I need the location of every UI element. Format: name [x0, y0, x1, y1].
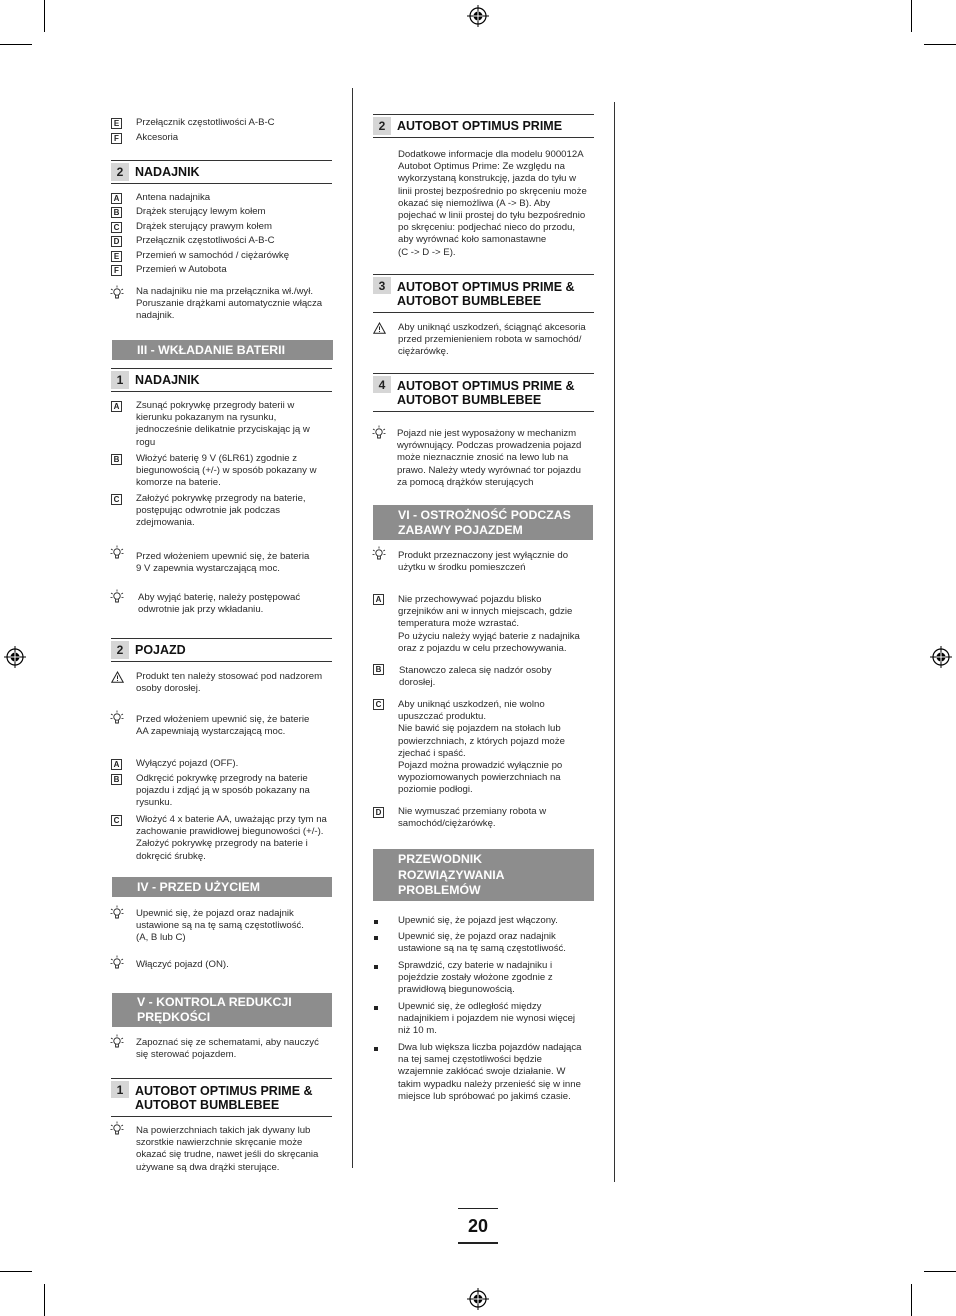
bullet-icon: [374, 936, 378, 940]
bullet-icon: [374, 1047, 378, 1051]
section-header: [111, 368, 332, 392]
section-title: NADAJNIK: [135, 165, 200, 179]
letter-label: B: [111, 774, 122, 785]
section-header: [373, 373, 594, 412]
registration-mark-icon: [467, 5, 489, 27]
paragraph-line: linii prostej bezpośrednio po skręceniu może: [398, 185, 587, 197]
tip-line: może nieznacznie znosić na lewo lub na: [397, 452, 569, 464]
letter-label: B: [373, 664, 384, 675]
lightbulb-tip-icon: [372, 425, 386, 441]
crop-mark: [0, 44, 32, 45]
item-line: postępując odwrotnie jak podczas: [136, 505, 280, 517]
item-line: powierzchniach, z których pojazd może: [398, 735, 565, 747]
tip-line: Aby wyjąć baterię, należy postępować: [138, 592, 301, 603]
section-title: AUTOBOT OPTIMUS PRIME &: [397, 379, 575, 393]
item-line: niż 10 m.: [398, 1025, 437, 1037]
item-line: Aby uniknąć uszkodzeń, nie wolno: [398, 699, 545, 710]
warning-line: osoby dorosłej.: [136, 683, 201, 695]
tip-line: Na powierzchniach takich jak dywany lub: [136, 1125, 311, 1136]
list-item: [136, 758, 238, 770]
chapter-title: IV - PRZED UŻYCIEM: [137, 880, 260, 894]
crop-mark: [911, 0, 912, 32]
tip-line: (A, B lub C): [136, 932, 186, 944]
registration-mark-icon: [4, 646, 26, 668]
item-line: Włożyć 4 x baterie AA, uważając przy tym na: [136, 814, 327, 825]
letter-label: C: [111, 222, 122, 233]
tip-line: Włączyć pojazd (ON).: [136, 959, 229, 970]
item-line: grzejników ani w innych miejscach, gdzie: [398, 606, 573, 618]
letter-label: F: [111, 133, 122, 144]
letter-label: A: [111, 759, 122, 770]
section-number: 2: [373, 117, 391, 135]
warning-text: [398, 322, 586, 359]
list-item: [136, 400, 310, 449]
chapter-title: VI - OSTROŻNOŚĆ PODCZAS: [398, 508, 571, 522]
page-number-top-rule: [458, 1208, 498, 1209]
letter-label: C: [111, 815, 122, 826]
section-number: 2: [111, 163, 129, 181]
section-title: AUTOBOT OPTIMUS PRIME &: [135, 1084, 313, 1098]
chapter-title: III - WKŁADANIE BATERII: [137, 343, 286, 357]
item-line: Nie wymuszać przemiany robota w: [398, 806, 547, 817]
section-number: 2: [111, 641, 129, 659]
tip-line: AA zapewniają wystarczającą moc.: [136, 726, 286, 738]
chapter-title: PRZEWODNIK: [398, 852, 483, 866]
item-line: jednocześnie delikatnie przyciskając ją w: [136, 424, 310, 436]
lightbulb-tip-icon: [110, 710, 124, 726]
registration-mark-icon: [930, 646, 952, 668]
item-line: poziomie podłogi.: [398, 784, 473, 796]
section-title: POJAZD: [135, 643, 186, 657]
paragraph-line: aby wyrównać koło samonastawne: [398, 234, 547, 246]
tip-text: [136, 908, 304, 945]
tip-line: użytku w środku pomieszczeń: [398, 562, 526, 574]
item-line: Upewnić się, że odległość między: [398, 1001, 542, 1012]
list-item: Drążek sterujący prawym kołem: [136, 221, 272, 232]
item-line: upuszczać produktu.: [398, 711, 486, 723]
list-item: [398, 1042, 581, 1103]
item-line: wzajemnie zakłócać swoje działanie. W: [398, 1066, 566, 1078]
tip-text: [398, 550, 568, 574]
tip-text: [136, 286, 322, 323]
item-line: biegunowością (+/-) w sposób pokazany w: [136, 465, 317, 477]
item-line: dokręcić śrubkę.: [136, 850, 206, 862]
warning-line: Aby uniknąć uszkodzeń, ściągnąć akcesoria: [398, 322, 586, 333]
item-line: Nie przechowywać pojazdu blisko: [398, 594, 542, 605]
item-line: samochód/ciężarówkę.: [398, 818, 496, 830]
letter-label: C: [373, 699, 384, 710]
tip-line: nadajnik.: [136, 310, 175, 322]
list-item: Akcesoria: [136, 132, 179, 143]
registration-mark-icon: [467, 1288, 489, 1310]
crop-mark: [924, 1271, 956, 1272]
letter-label: C: [111, 494, 122, 505]
item-line: Założyć pokrywkę przegrody na baterie i: [136, 838, 308, 850]
paragraph-line: pojechać w linii prostej do tyłu bezpośrednio: [398, 210, 586, 222]
section-header: [373, 114, 594, 138]
tip-line: Poruszanie drążkami automatycznie włącza: [136, 298, 323, 310]
tip-line: Na nadajniku nie ma przełącznika wł./wył.: [136, 286, 314, 297]
list-item: Przełącznik częstotliwości A-B-C: [136, 117, 275, 128]
item-line: Pojazd można prowadzić wyłącznie po: [398, 760, 563, 772]
tip-line: okazać się trudne, nawet jeśli do skręcania: [136, 1149, 319, 1161]
letter-label: B: [111, 207, 122, 218]
item-line: kierunku pokazanym na rysunku,: [136, 412, 277, 424]
item-line: Wyłączyć pojazd (OFF).: [136, 758, 239, 769]
tip-line: używane są dwa drążki sterujące.: [136, 1161, 280, 1173]
section-header: [111, 160, 332, 184]
letter-label: E: [111, 251, 122, 262]
item-line: wypoziomowanych powierzchniach na: [398, 772, 561, 784]
tip-text: [136, 551, 309, 575]
item-line: nadajnikiem i pojazdem nie wynosi więcej: [398, 1013, 576, 1025]
tip-text: [136, 1125, 318, 1174]
lightbulb-tip-icon: [110, 955, 124, 971]
section-header: [373, 274, 594, 313]
item-line: pojazdu i zdjąć ją w sposób pokazany na: [136, 785, 310, 797]
lightbulb-tip-icon: [110, 1121, 124, 1137]
paragraph-line: po skręceniu: podjechać nieco do przodu,: [398, 222, 576, 234]
list-item: [398, 960, 553, 997]
chapter-title: V - KONTROLA REDUKCJI: [137, 995, 292, 1009]
lightbulb-tip-icon: [110, 1034, 124, 1050]
chapter-title: PRĘDKOŚCI: [137, 1010, 211, 1024]
lightbulb-tip-icon: [110, 589, 124, 605]
list-item: [136, 773, 310, 810]
item-line: zjechać i spaść.: [398, 747, 466, 759]
item-line: Zsunąć pokrywkę przegrody baterii w: [136, 400, 295, 411]
warning-triangle-icon: [373, 322, 386, 334]
paragraph-line: (C -> D -> E).: [398, 246, 456, 258]
item-line: pojeździe zostały włożone zgodnie z: [398, 972, 553, 984]
page-number-bottom-rule: [458, 1242, 498, 1244]
item-line: rysunku.: [136, 797, 173, 809]
crop-mark: [44, 0, 45, 32]
list-item: [398, 1001, 575, 1038]
letter-label: F: [111, 265, 122, 276]
chapter-bar: [112, 877, 332, 897]
item-line: rogu: [136, 436, 156, 448]
bullet-icon: [374, 920, 378, 924]
item-line: dorosłej.: [399, 677, 436, 689]
list-item: [136, 493, 306, 530]
chapter-title: ZABAWY POJAZDEM: [398, 523, 523, 537]
section-number: 3: [373, 277, 391, 294]
item-line: zdejmowania.: [136, 517, 195, 529]
item-line: prawidłową biegunowością.: [398, 984, 515, 996]
bullet-icon: [374, 1006, 378, 1010]
item-line: Dwa lub większa liczba pojazdów nadająca: [398, 1042, 582, 1053]
item-line: Upewnić się, że pojazd oraz nadajnik: [398, 931, 556, 942]
tip-line: szorstkie nawierzchnie skręcanie może: [136, 1137, 303, 1149]
tip-line: Produkt przeznaczony jest wyłącznie do: [398, 550, 569, 561]
list-item: Przemień w samochód / ciężarówkę: [136, 250, 290, 261]
item-line: Założyć pokrywkę przegrody na baterie,: [136, 493, 306, 504]
letter-label: B: [111, 454, 122, 465]
item-line: Sprawdzić, czy baterie w nadajniku i: [398, 960, 553, 971]
item-line: Odkręcić pokrywkę przegrody na baterie: [136, 773, 308, 784]
item-line: zachowanie prawidłowej biegunowości (+/-).: [136, 826, 324, 838]
letter-label: D: [373, 807, 384, 818]
paragraph-line: okazać się niemożliwa (A -> B). Aby: [398, 197, 551, 209]
list-item: [399, 665, 552, 689]
tip-text: [136, 959, 229, 971]
section-number: 4: [373, 376, 391, 393]
section-title: AUTOBOT BUMBLEBEE: [135, 1098, 280, 1112]
tip-line: prawo. Należy wtedy wyrównać tor pojazdu: [397, 464, 581, 476]
item-line: Stanowczo zaleca się nadzór osoby: [399, 665, 552, 676]
warning-line: przed przemienieniem robota w samochód/: [398, 334, 582, 346]
section-number: 1: [111, 371, 129, 389]
warning-text: [136, 671, 322, 695]
section-title: AUTOBOT OPTIMUS PRIME: [397, 119, 563, 133]
warning-line: Produkt ten należy stosować pod nadzorem: [136, 671, 323, 682]
list-item: Przemień w Autobota: [136, 264, 227, 275]
item-line: Włożyć baterię 9 V (6LR61) zgodnie z: [136, 453, 298, 464]
letter-label: E: [111, 118, 122, 129]
section-title: AUTOBOT BUMBLEBEE: [397, 294, 542, 308]
item-line: miejsce lub spróbować po jakimś czasie.: [398, 1090, 571, 1102]
list-item: [136, 814, 327, 863]
chapter-bar: [373, 505, 593, 540]
list-item: [136, 453, 317, 490]
list-item: [398, 915, 558, 927]
letter-label: A: [111, 193, 122, 204]
tip-line: odwrotnie jak przy wkładaniu.: [138, 604, 264, 616]
tip-line: Zapoznać się ze schematami, aby nauczyć: [136, 1037, 319, 1048]
lightbulb-tip-icon: [110, 545, 124, 561]
lightbulb-tip-icon: [110, 285, 124, 301]
chapter-bar: [373, 849, 594, 901]
paragraph-line: Dodatkowe informacje dla modelu 900012A: [398, 149, 584, 160]
section-title: NADAJNIK: [135, 373, 200, 387]
list-item: [398, 594, 580, 655]
paragraph-line: Autobot Optimus Prime: Ze względu na: [398, 161, 565, 173]
warning-line: ciężarówkę.: [398, 346, 449, 358]
letter-label: D: [111, 236, 122, 247]
tip-line: Przed włożeniem upewnić się, że baterie: [136, 714, 310, 725]
tip-line: Pojazd nie jest wyposażony w mechanizm: [397, 428, 577, 439]
section-number: 1: [111, 1081, 129, 1098]
section-title: AUTOBOT OPTIMUS PRIME &: [397, 280, 575, 294]
crop-mark: [44, 1284, 45, 1316]
letter-label: A: [373, 594, 384, 605]
paragraph: [398, 149, 587, 259]
column-divider: [614, 102, 615, 1182]
lightbulb-tip-icon: [372, 546, 386, 562]
section-header: [111, 1078, 332, 1117]
page-number: 20: [467, 1216, 489, 1236]
bullet-icon: [374, 965, 378, 969]
tip-line: za pomocą drążków sterujących: [397, 476, 534, 488]
section-header: [111, 638, 332, 662]
tip-line: się sterować pojazdem.: [136, 1049, 237, 1061]
item-line: takim wypadku należy przenieść się w inne: [398, 1078, 581, 1090]
list-item: [398, 931, 566, 955]
list-item: [398, 699, 565, 797]
crop-mark: [911, 1284, 912, 1316]
tip-text: [138, 592, 300, 616]
chapter-bar: [112, 340, 333, 360]
section-title: AUTOBOT BUMBLEBEE: [397, 393, 542, 407]
tip-line: ustawione są na tę samą częstotliwość.: [136, 920, 304, 932]
tip-text: [397, 428, 581, 489]
lightbulb-tip-icon: [110, 905, 124, 921]
item-line: Upewnić się, że pojazd jest włączony.: [398, 915, 558, 926]
list-item: Drążek sterujący lewym kołem: [136, 206, 266, 217]
item-line: na tej samej częstotliwości będzie: [398, 1054, 542, 1066]
list-item: Przełącznik częstotliwości A-B-C: [136, 235, 275, 246]
tip-text: [136, 1037, 319, 1061]
chapter-title: ROZWIĄZYWANIA: [398, 868, 505, 882]
item-line: ustawione są na tę samą częstotliwość.: [398, 943, 566, 955]
tip-line: 9 V zapewnia wystarczającą moc.: [136, 563, 280, 575]
list-item: [398, 806, 546, 830]
item-line: Nie bawić się pojazdem na stołach lub: [398, 723, 561, 735]
crop-mark: [924, 44, 956, 45]
tip-text: [136, 714, 309, 738]
list-item: Antena nadajnika: [136, 192, 211, 203]
tip-line: Upewnić się, że pojazd oraz nadajnik: [136, 908, 294, 919]
item-line: komorze na baterie.: [136, 477, 221, 489]
tip-line: Przed włożeniem upewnić się, że bateria: [136, 551, 310, 562]
item-line: oraz z pojazdu w celu przechowywania.: [398, 642, 567, 654]
item-line: temperatura może wzrastać.: [398, 618, 520, 630]
tip-line: wyrównujący. Podczas prowadzenia pojazd: [397, 440, 582, 452]
column-divider: [352, 88, 353, 1168]
crop-mark: [0, 1271, 32, 1272]
chapter-title: PROBLEMÓW: [398, 883, 481, 897]
letter-label: A: [111, 401, 122, 412]
warning-triangle-icon: [111, 671, 124, 683]
chapter-bar: [112, 993, 332, 1027]
paragraph-line: wykorzystaną konstrukcję, jazda do tyłu w: [398, 173, 577, 185]
item-line: Po użyciu należy wyjąć baterie z nadajnika: [398, 630, 580, 642]
